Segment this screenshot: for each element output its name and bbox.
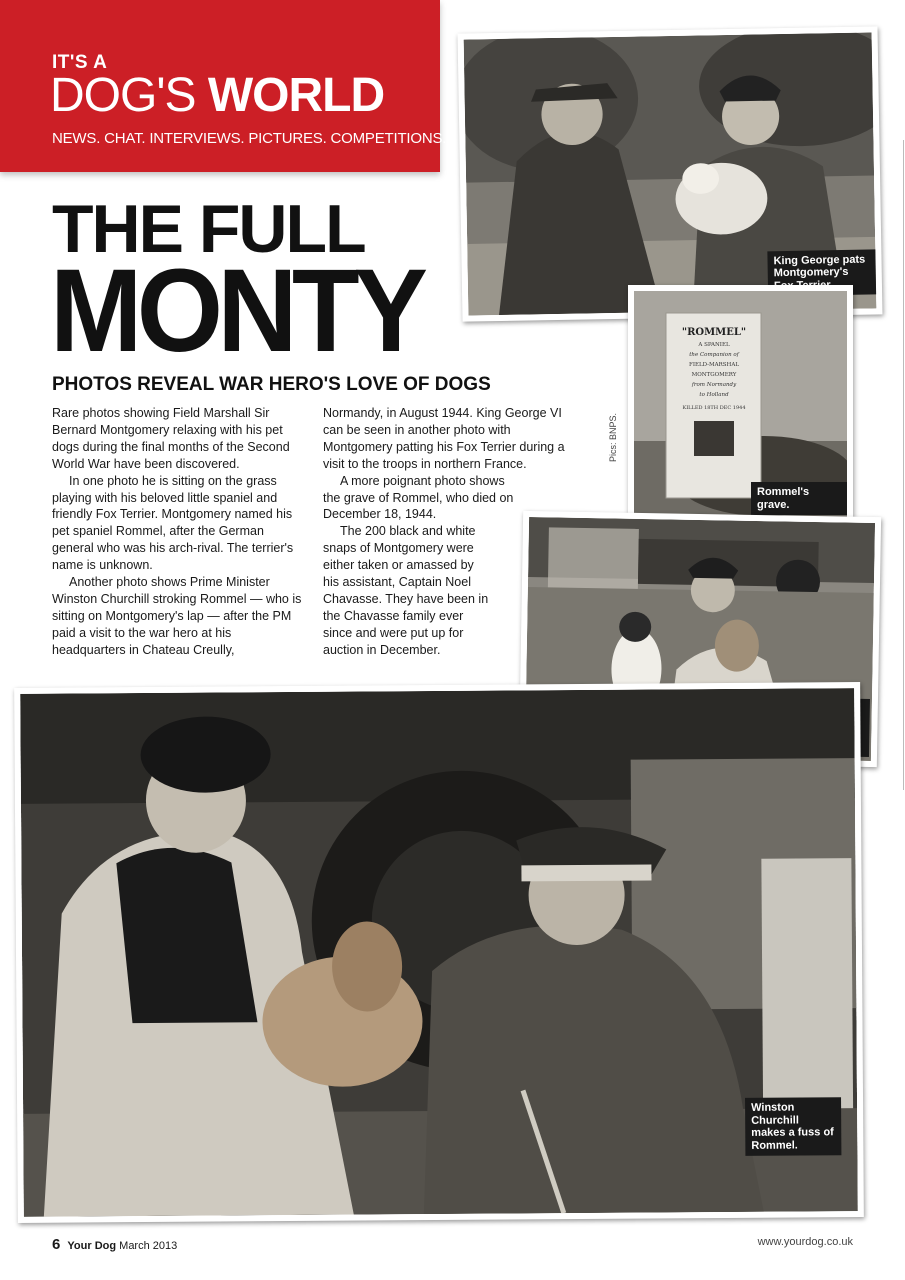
photo-churchill-illustration [20,688,858,1217]
website-link[interactable]: www.yourdog.co.uk [757,1236,853,1248]
headline-line-1: THE FULL [52,191,365,267]
grave-sign-line: KILLED 18TH DEC 1944 [682,405,746,411]
body-paragraph: Normandy, in August 1944. King George VI can be seen in another photo with Montgomery patting his Fox Terrier during a visit to the troops in northern France. [323,406,565,471]
subheadline: PHOTOS REVEAL WAR HERO'S LOVE OF DOGS [52,374,491,395]
photo-churchill [14,682,864,1223]
footer-folio [52,1236,177,1253]
photo-churchill-image [20,688,858,1217]
body-paragraph: The 200 black and white snaps of Montgomery were either taken or amassed by his assistant, Captain Noel Chavasse. They have been in the Chavasse family ever since and were put up for auction in December. [323,524,489,657]
page-number: 6 [52,1236,61,1253]
issue-date: March 2013 [119,1240,178,1252]
photo-churchill-caption: Winston Churchill makes a fuss of Rommel. [745,1097,841,1156]
photo-rommel-grave [628,285,853,523]
grave-sign-line: MONTGOMERY [691,372,737,378]
photo-king-george [458,26,883,321]
banner-tagline: NEWS. CHAT. INTERVIEWS. PICTURES. COMPETITIONS. [52,130,447,147]
grave-sign-line: from Normandy [691,382,737,388]
body-paragraph: In one photo he is sitting on the grass playing with his beloved little spaniel and friendly Fox Terrier. Montgomery named his pet spaniel Rommel, after the German general who was his arch-rival. The terrier's name is unknown. [52,473,294,573]
page-edge-line [903,140,904,790]
section-banner [0,0,447,172]
body-paragraph: Rare photos showing Field Marshall Sir Bernard Montgomery relaxing with his pet dogs during the final months of the Second World War have been discovered. [52,406,290,471]
headline-line-2: MONTY [50,245,423,377]
photo-king-george-caption: King George pats Montgomery's [767,249,876,296]
banner-kicker: IT'S A [52,52,108,73]
banner-title-thin: DOG'S [50,69,196,122]
grave-sign-line: A SPANIEL [698,342,730,348]
body-paragraph: Another photo shows Prime Minister Winston Churchill stroking Rommel — who is sitting on Montgomery's lap — after the PM paid a visit to the war hero at his headquarters in Chateau Creully, [52,575,302,657]
body-column-1 [52,405,308,659]
grave-sign-line: FIELD-MARSHAL [689,362,739,368]
body-paragraph: A more poignant photo shows the grave of Rommel, who died on December 18, 1944. [323,473,514,522]
magazine-name: Your Dog [67,1240,117,1252]
photo-credit: Pics: BNPS. [608,412,618,462]
banner-title-bold: WORLD [207,69,385,122]
photo-rommel-grave-caption: Rommel's grave. [751,482,847,515]
grave-sign-line: to Holland [699,392,729,398]
grave-sign-line: "ROMMEL" [681,327,747,338]
grave-sign-line: the Companion of [689,352,739,358]
banner-title [50,70,384,122]
